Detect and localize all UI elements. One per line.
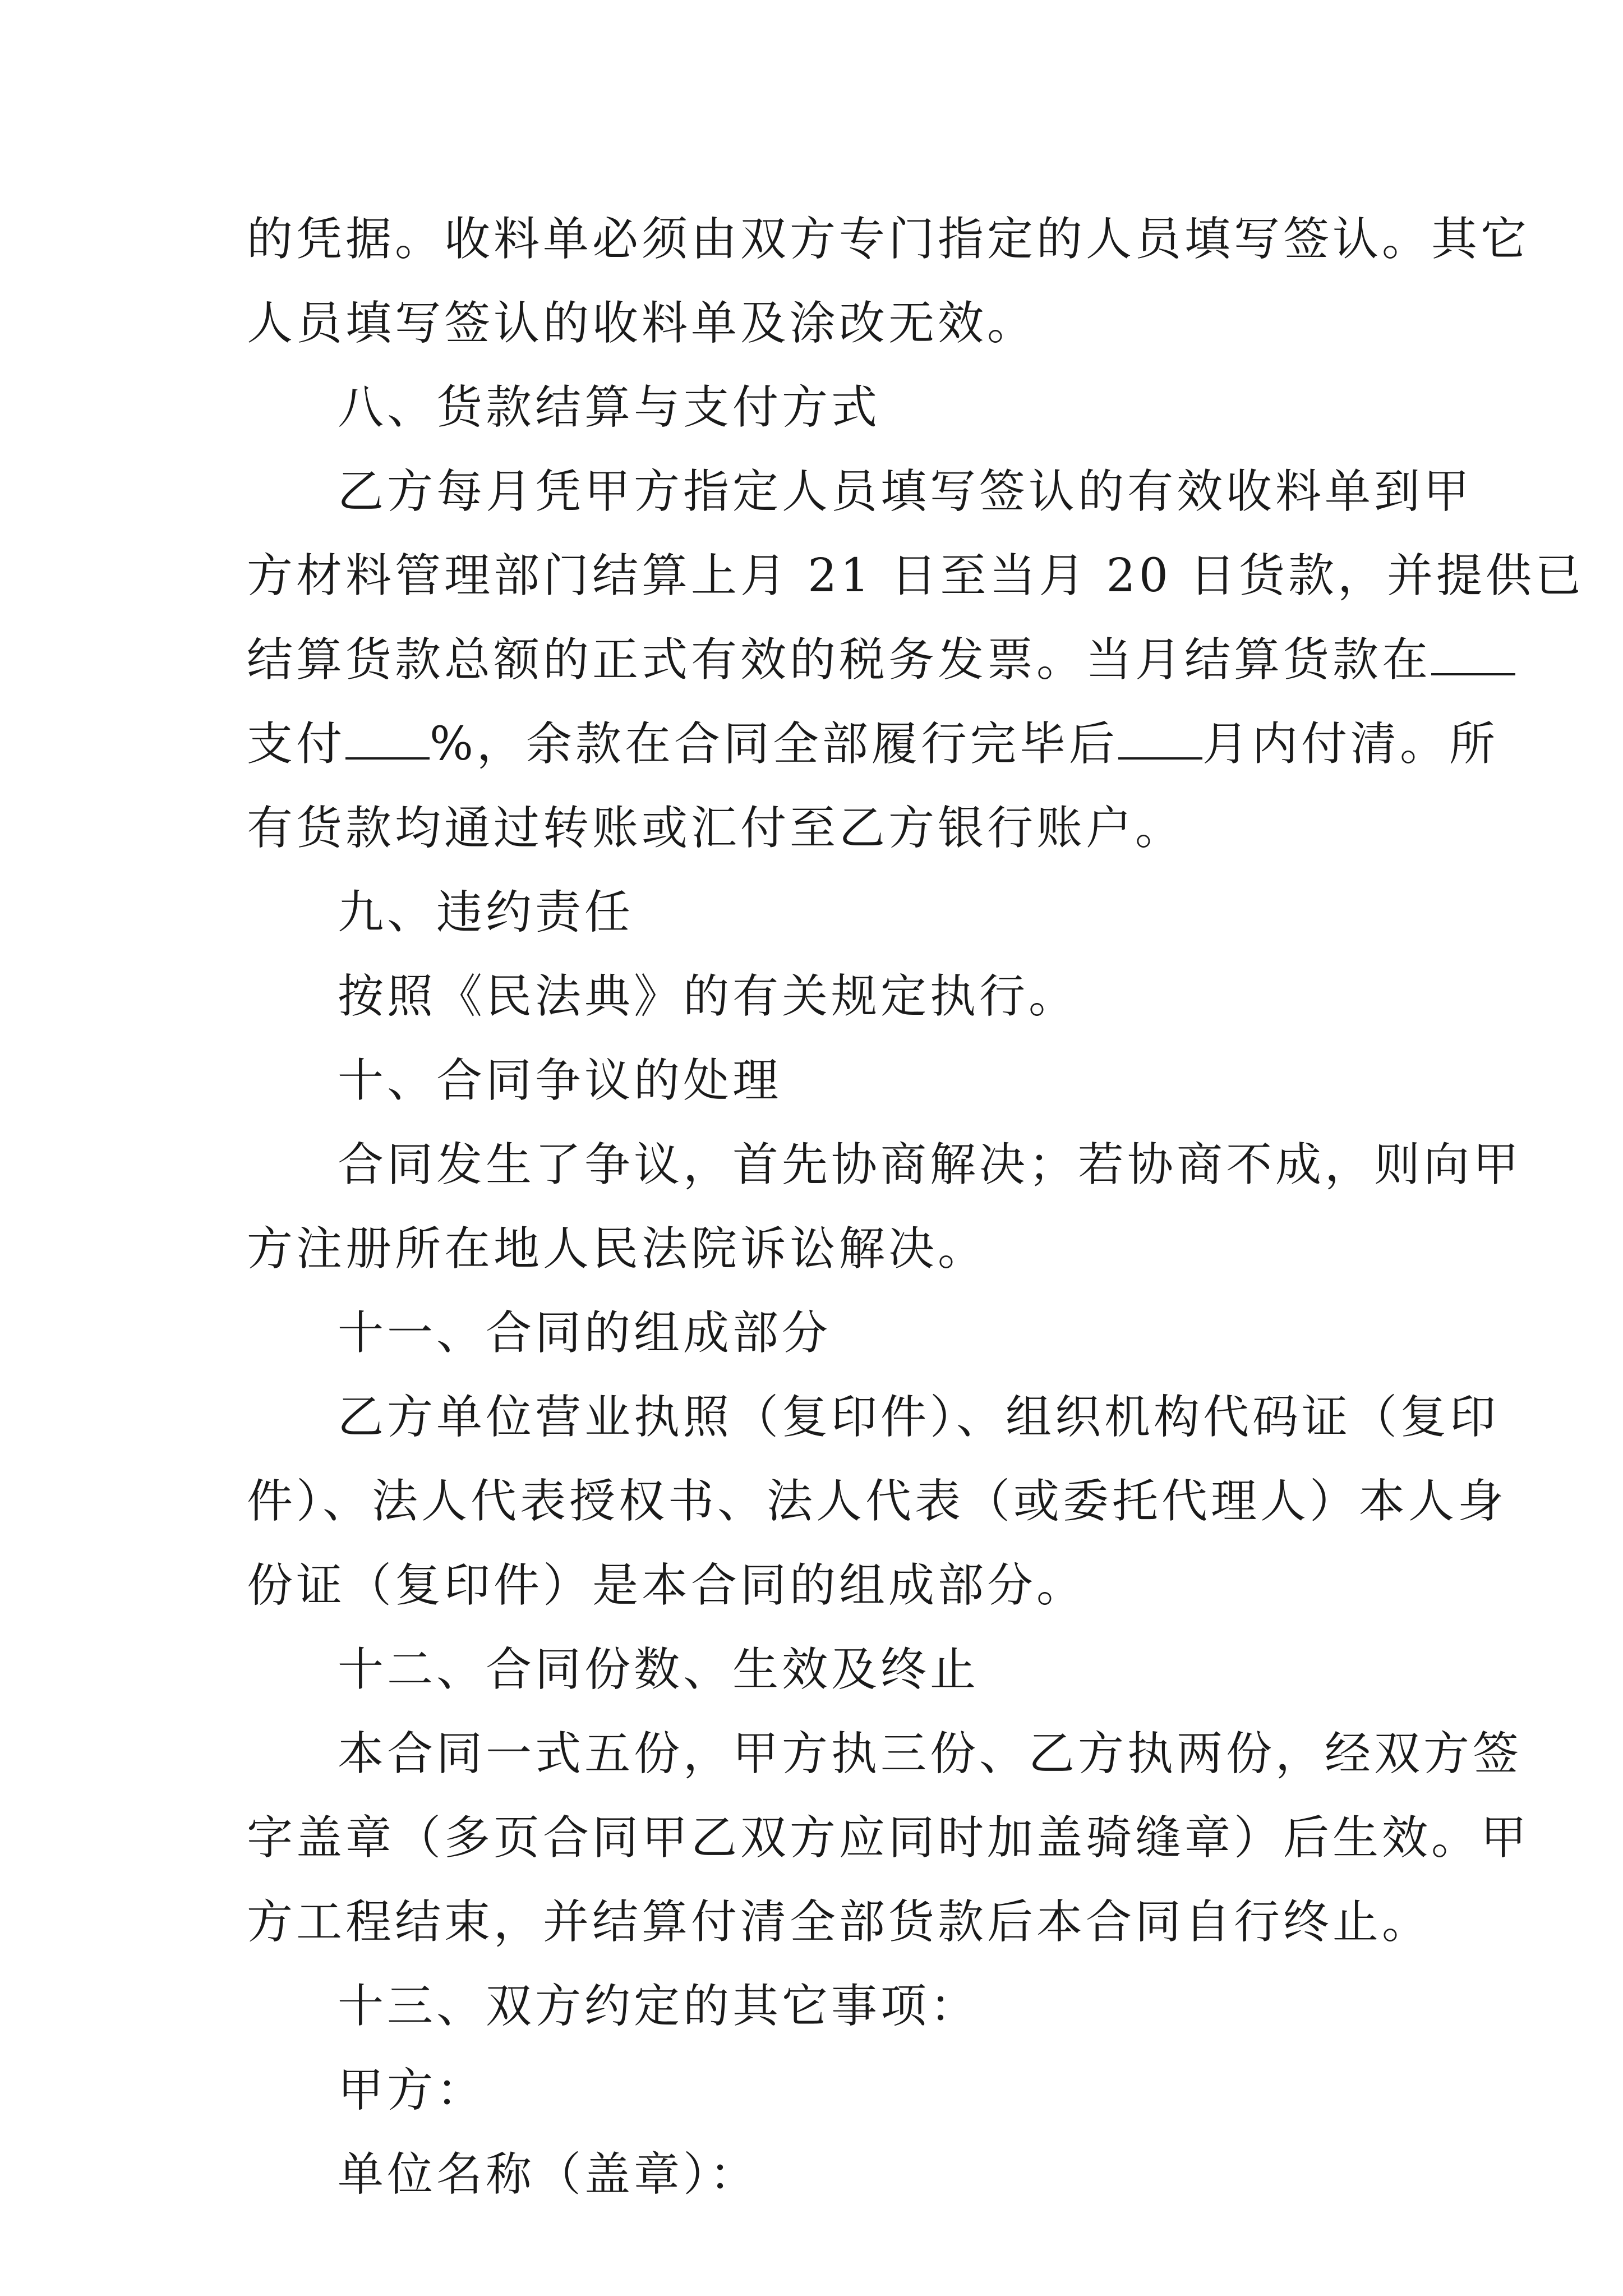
paragraph-line: 按照《民法典》的有关规定执行。 — [338, 970, 1078, 1023]
paragraph-line: 本合同一式五份，甲方执三份、乙方执两份，经双方签 — [338, 1727, 1523, 1780]
section-heading-11: 十一、合同的组成部分 — [338, 1306, 832, 1360]
paragraph-text: %，余款在合同全部履行完毕后 — [430, 717, 1118, 771]
section-heading-9: 九、违约责任 — [338, 886, 634, 939]
section-heading-13: 十三、双方约定的其它事项： — [338, 1980, 980, 2033]
paragraph-line: 字盖章（多页合同甲乙双方应同时加盖骑缝章）后生效。甲 — [247, 1811, 1530, 1865]
paragraph-line: 乙方单位营业执照（复印件）、组织机构代码证（复印 — [338, 1391, 1500, 1444]
paragraph-line: 件）、法人代表授权书、法人代表（或委托代理人）本人身 — [247, 1475, 1507, 1528]
paragraph-line: 人员填写签认的收料单及涂改无效。 — [247, 297, 1037, 350]
paragraph-text: 月内付清。所 — [1202, 717, 1498, 771]
paragraph-line: 乙方每月凭甲方指定人员填写签认的有效收料单到甲 — [338, 465, 1473, 518]
section-heading-8: 八、货款结算与支付方式 — [338, 381, 881, 434]
paragraph-text: 支付 — [247, 717, 346, 771]
paragraph-text: 结算货款总额的正式有效的税务发票。当月结算货款在 — [247, 633, 1432, 687]
paragraph-line: 有货款均通过转账或汇付至乙方银行账户。 — [247, 802, 1185, 855]
fill-in-blank-percent — [345, 718, 430, 760]
party-a-label: 甲方： — [338, 2064, 486, 2117]
section-heading-12: 十二、合同份数、生效及终止 — [338, 1643, 980, 1696]
paragraph-line: 方工程结束，并结算付清全部货款后本合同自行终止。 — [247, 1895, 1432, 1949]
fill-in-blank-months — [1118, 718, 1202, 760]
fill-in-blank — [1431, 634, 1515, 675]
paragraph-line: 的凭据。收料单必须由双方专门指定的人员填写签认。其它 — [247, 213, 1530, 266]
document-body — [247, 197, 1584, 2217]
paragraph-line: 方注册所在地人民法院诉讼解决。 — [247, 1222, 988, 1276]
paragraph-line-with-blank — [247, 618, 1432, 702]
paragraph-line: 份证（复印件）是本合同的组成部分。 — [247, 1559, 1086, 1612]
paragraph-line: 合同发生了争议，首先协商解决；若协商不成，则向甲 — [338, 1138, 1523, 1191]
paragraph-line-with-blanks — [247, 702, 1498, 786]
unit-name-label: 单位名称（盖章）： — [338, 2148, 759, 2201]
paragraph-line: 方材料管理部门结算上月 21 日至当月 20 日货款，并提供已 — [247, 549, 1584, 602]
section-heading-10: 十、合同争议的处理 — [338, 1054, 782, 1107]
